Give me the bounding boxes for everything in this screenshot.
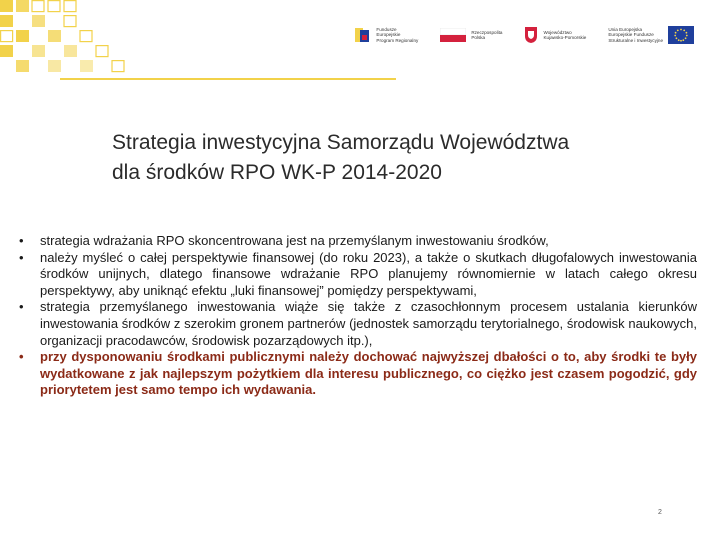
logo-fundusze-europejskie [353,26,418,44]
bullet-item-highlighted: • przy dysponowaniu środkami publicznymi należy dochować najwyższej dbałości o to, aby środki te były wydatkowane z jak najlepszym pożytkiem dla interesu publicznego, co ciężko jest czasem pogodzić, gdy priorytetem jest samo tempo ich wydawania. [16,349,697,399]
coat-of-arms-icon [524,26,538,44]
fundusze-europejskie-icon [353,26,371,44]
bullet-item: • należy myśleć o całej perspektywie finansowej (do roku 2023), a także o skutkach długofalowych inwestowania środków unijnych, dlatego finansowe wdrażanie RPO planujemy równomiernie w latach całego okresu perspektywy, aby uniknąć efektu „luki finansowej” pomiędzy perspektywami, [16,250,697,300]
logo-wojewodztwo [524,26,586,44]
logo-text-wojewodztwo: Województwo Kujawsko-Pomorskie [543,29,587,40]
title-line-2: dla środków RPO WK-P 2014-2020 [112,161,442,184]
logo-unia-europejska [608,26,694,44]
bullet-item: • strategia przemyślanego inwestowania wiąże się także z czasochłonnym procesem ustalania kierunków inwestowania środków z szerokim gronem partnerów (jednostek samorządu terytorialnego, środowisk naukowych, organizacji pracodawców, środowisk pozarządowych itp.), [16,299,697,349]
yellow-square-pattern [0,0,420,90]
eu-flag-icon [668,26,694,44]
slide-title [112,128,702,188]
title-line-1: Strategia inwestycyjna Samorządu Województwa [112,131,570,154]
bullet-item: • strategia wdrażania RPO skoncentrowana jest na przemyślanym inwestowaniu środków, [16,233,697,250]
logo-text-fundusze: Fundusze Europejskie Program Regionalny [376,26,419,43]
polish-flag-icon [440,28,466,42]
page-number: 2 [658,509,662,516]
logo-text-unia: Unia Europejska Europejskie Fundusze Strukturalne i Inwestycyjne [608,26,663,43]
logo-rzeczpospolita-polska [440,28,502,42]
bullet-list [16,233,697,399]
logo-bar [353,26,694,44]
logo-text-polska: Rzeczpospolita Polska [471,29,503,40]
